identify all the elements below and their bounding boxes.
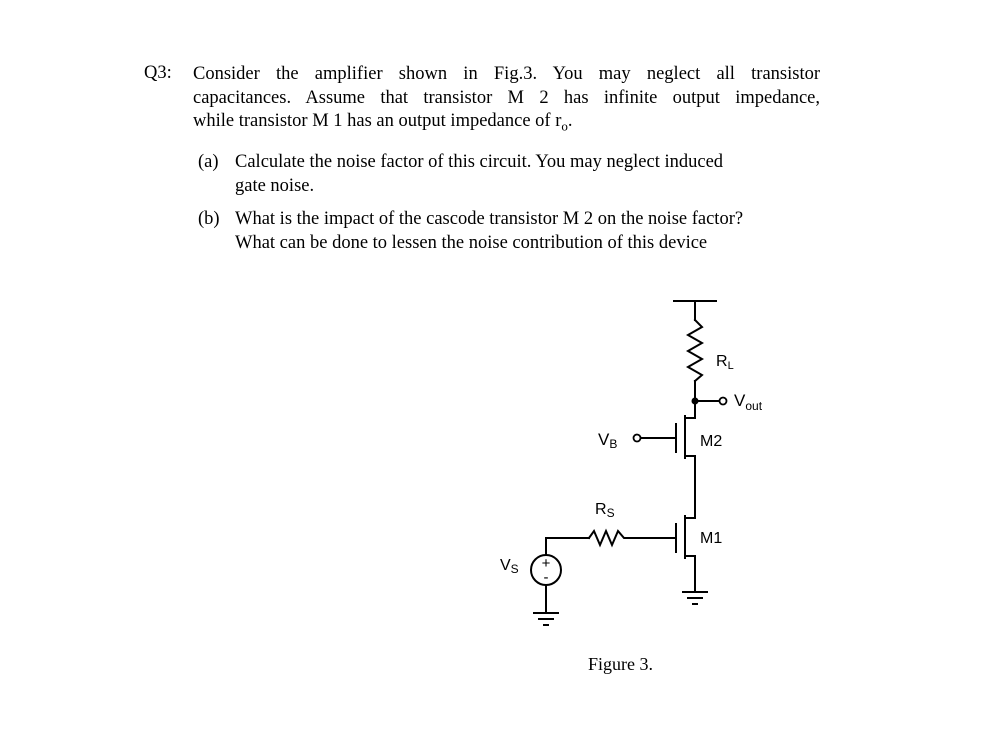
part-line: What can be done to lessen the noise contribution of this device bbox=[235, 233, 708, 253]
vb-label-main: V bbox=[598, 430, 610, 449]
question-intro-line-text: while transistor M 1 has an output impedance of r bbox=[193, 111, 562, 131]
rl-label-main: R bbox=[716, 353, 728, 370]
ro-period: . bbox=[567, 111, 573, 131]
vb-label bbox=[598, 430, 617, 451]
vb-terminal bbox=[634, 435, 641, 442]
rl-label bbox=[716, 353, 734, 372]
vout-terminal bbox=[720, 398, 727, 405]
vb-label-sub: B bbox=[609, 437, 618, 451]
vs-label-main: V bbox=[500, 557, 511, 574]
part-label: (a) bbox=[198, 152, 219, 172]
question-intro-line: capacitances. Assume that transistor M 2 has infinite output impedance, bbox=[193, 87, 820, 108]
rs-label-sub: S bbox=[606, 506, 615, 520]
rs-label-main: R bbox=[595, 501, 607, 518]
vout-label-sub: out bbox=[745, 399, 763, 413]
vout-label-main: V bbox=[734, 391, 746, 410]
rs-resistor bbox=[589, 531, 626, 545]
rl-resistor bbox=[688, 320, 702, 381]
part-line: gate noise. bbox=[235, 176, 315, 196]
source-plus-sign: + bbox=[541, 555, 551, 572]
part-line: Calculate the noise factor of this circuit. You may neglect induced bbox=[235, 152, 724, 172]
ro-subscript: o bbox=[561, 118, 568, 134]
part-line: What is the impact of the cascode transistor M 2 on the noise factor? bbox=[235, 209, 744, 229]
part-label: (b) bbox=[198, 209, 220, 229]
source-minus-sign: - bbox=[543, 569, 549, 586]
m2-label: M2 bbox=[700, 433, 723, 450]
figure-caption: Figure 3. bbox=[588, 654, 653, 674]
rs-label bbox=[595, 501, 615, 520]
vs-label-sub: S bbox=[510, 562, 519, 576]
vout-label bbox=[734, 391, 763, 413]
vs-label bbox=[500, 557, 519, 576]
m1-label: M1 bbox=[700, 530, 723, 547]
question-intro-line: Consider the amplifier shown in Fig.3. You may neglect all transistor bbox=[193, 64, 820, 84]
vout-node-dot bbox=[692, 398, 699, 405]
rl-label-sub: L bbox=[727, 360, 734, 372]
question-number: Q3: bbox=[144, 63, 172, 83]
